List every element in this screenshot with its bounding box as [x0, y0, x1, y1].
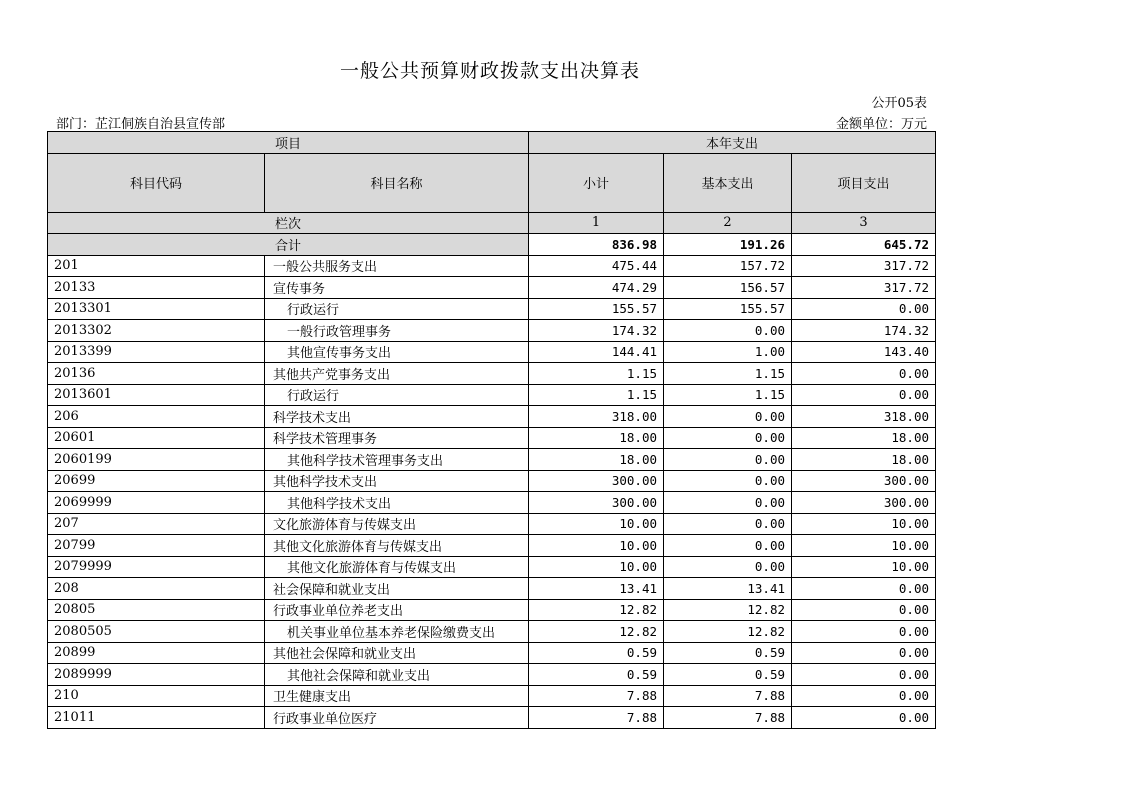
row-basic: 12.82	[664, 621, 792, 643]
row-project: 317.72	[792, 255, 936, 277]
row-subtotal: 18.00	[529, 449, 664, 471]
row-basic: 156.57	[664, 277, 792, 299]
row-project: 10.00	[792, 535, 936, 557]
column-index-1: 1	[529, 212, 664, 234]
header-row-1	[48, 132, 936, 154]
row-project: 143.40	[792, 341, 936, 363]
column-index-3: 3	[792, 212, 936, 234]
header-row-2	[48, 153, 936, 212]
row-name: 其他科学技术支出	[265, 470, 529, 492]
row-project: 18.00	[792, 449, 936, 471]
row-code: 20136	[48, 363, 265, 385]
header-code: 科目代码	[48, 153, 265, 212]
row-code: 2013301	[48, 298, 265, 320]
row-subtotal: 10.00	[529, 556, 664, 578]
row-code: 20699	[48, 470, 265, 492]
row-subtotal: 18.00	[529, 427, 664, 449]
row-name: 行政事业单位养老支出	[265, 599, 529, 621]
row-project: 0.00	[792, 642, 936, 664]
table-row	[48, 384, 936, 406]
row-basic: 12.82	[664, 599, 792, 621]
row-project: 10.00	[792, 513, 936, 535]
row-subtotal: 12.82	[529, 599, 664, 621]
table-row	[48, 277, 936, 299]
row-name: 一般公共服务支出	[265, 255, 529, 277]
row-subtotal: 0.59	[529, 642, 664, 664]
row-name: 其他文化旅游体育与传媒支出	[265, 556, 529, 578]
row-subtotal: 13.41	[529, 578, 664, 600]
row-subtotal: 474.29	[529, 277, 664, 299]
row-basic: 7.88	[664, 707, 792, 729]
row-code: 20805	[48, 599, 265, 621]
table-row	[48, 599, 936, 621]
row-code: 2080505	[48, 621, 265, 643]
table-row	[48, 298, 936, 320]
row-project: 0.00	[792, 363, 936, 385]
header-current-year: 本年支出	[529, 132, 936, 154]
row-project: 18.00	[792, 427, 936, 449]
row-basic: 0.59	[664, 642, 792, 664]
row-basic: 1.15	[664, 384, 792, 406]
row-subtotal: 7.88	[529, 707, 664, 729]
row-project: 317.72	[792, 277, 936, 299]
column-index-2: 2	[664, 212, 792, 234]
table-row	[48, 320, 936, 342]
column-index-row	[48, 212, 936, 234]
row-basic: 0.00	[664, 470, 792, 492]
table-row	[48, 449, 936, 471]
row-project: 300.00	[792, 492, 936, 514]
row-name: 社会保障和就业支出	[265, 578, 529, 600]
row-subtotal: 318.00	[529, 406, 664, 428]
row-subtotal: 144.41	[529, 341, 664, 363]
department-label: 部门：芷江侗族自治县宣传部	[56, 117, 226, 132]
expenditure-table	[47, 131, 936, 729]
row-code: 2013399	[48, 341, 265, 363]
header-basic: 基本支出	[664, 153, 792, 212]
row-basic: 0.00	[664, 513, 792, 535]
row-basic: 0.59	[664, 664, 792, 686]
table-row	[48, 685, 936, 707]
row-basic: 0.00	[664, 449, 792, 471]
row-project: 300.00	[792, 470, 936, 492]
row-basic: 7.88	[664, 685, 792, 707]
row-name: 宣传事务	[265, 277, 529, 299]
row-name: 卫生健康支出	[265, 685, 529, 707]
row-subtotal: 12.82	[529, 621, 664, 643]
table-row	[48, 427, 936, 449]
row-code: 20601	[48, 427, 265, 449]
row-basic: 13.41	[664, 578, 792, 600]
total-basic: 191.26	[664, 234, 792, 256]
row-code: 210	[48, 685, 265, 707]
row-basic: 0.00	[664, 492, 792, 514]
table-row	[48, 642, 936, 664]
row-basic: 155.57	[664, 298, 792, 320]
table-row	[48, 621, 936, 643]
total-project: 645.72	[792, 234, 936, 256]
row-code: 207	[48, 513, 265, 535]
row-name: 其他文化旅游体育与传媒支出	[265, 535, 529, 557]
header-project: 项目	[48, 132, 529, 154]
total-row	[48, 234, 936, 256]
row-subtotal: 174.32	[529, 320, 664, 342]
row-basic: 157.72	[664, 255, 792, 277]
row-name: 机关事业单位基本养老保险缴费支出	[265, 621, 529, 643]
row-code: 2060199	[48, 449, 265, 471]
total-label: 合计	[48, 234, 529, 256]
row-project: 0.00	[792, 599, 936, 621]
row-subtotal: 300.00	[529, 470, 664, 492]
row-code: 20799	[48, 535, 265, 557]
row-project: 174.32	[792, 320, 936, 342]
table-row	[48, 556, 936, 578]
row-subtotal: 0.59	[529, 664, 664, 686]
table-row	[48, 341, 936, 363]
row-name: 科学技术支出	[265, 406, 529, 428]
row-basic: 1.15	[664, 363, 792, 385]
header-subtotal: 小计	[529, 153, 664, 212]
row-project: 318.00	[792, 406, 936, 428]
row-code: 2069999	[48, 492, 265, 514]
row-subtotal: 1.15	[529, 384, 664, 406]
row-name: 其他科学技术管理事务支出	[265, 449, 529, 471]
row-name: 其他宣传事务支出	[265, 341, 529, 363]
row-name: 行政事业单位医疗	[265, 707, 529, 729]
row-name: 其他共产党事务支出	[265, 363, 529, 385]
row-project: 0.00	[792, 685, 936, 707]
column-index-label: 栏次	[48, 212, 529, 234]
table-row	[48, 255, 936, 277]
row-basic: 0.00	[664, 556, 792, 578]
table-row	[48, 664, 936, 686]
row-name: 其他社会保障和就业支出	[265, 664, 529, 686]
row-name: 行政运行	[265, 384, 529, 406]
row-code: 20899	[48, 642, 265, 664]
table-row	[48, 535, 936, 557]
table-row	[48, 406, 936, 428]
row-code: 206	[48, 406, 265, 428]
row-project: 0.00	[792, 384, 936, 406]
row-subtotal: 475.44	[529, 255, 664, 277]
page-title: 一般公共预算财政拨款支出决算表	[339, 60, 640, 82]
row-subtotal: 1.15	[529, 363, 664, 385]
row-basic: 0.00	[664, 406, 792, 428]
row-subtotal: 300.00	[529, 492, 664, 514]
row-name: 行政运行	[265, 298, 529, 320]
row-code: 2013601	[48, 384, 265, 406]
row-code: 2079999	[48, 556, 265, 578]
row-code: 20133	[48, 277, 265, 299]
row-name: 其他科学技术支出	[265, 492, 529, 514]
row-code: 21011	[48, 707, 265, 729]
row-code: 2089999	[48, 664, 265, 686]
row-subtotal: 10.00	[529, 535, 664, 557]
row-basic: 0.00	[664, 320, 792, 342]
row-project: 0.00	[792, 664, 936, 686]
header-project-exp: 项目支出	[792, 153, 936, 212]
row-basic: 0.00	[664, 427, 792, 449]
row-project: 10.00	[792, 556, 936, 578]
row-name: 其他社会保障和就业支出	[265, 642, 529, 664]
amount-unit-label: 金额单位：万元	[835, 117, 927, 132]
row-code: 208	[48, 578, 265, 600]
table-row	[48, 513, 936, 535]
table-row	[48, 707, 936, 729]
row-project: 0.00	[792, 621, 936, 643]
table-row	[48, 470, 936, 492]
row-code: 2013302	[48, 320, 265, 342]
total-subtotal: 836.98	[529, 234, 664, 256]
header-name: 科目名称	[265, 153, 529, 212]
row-project: 0.00	[792, 298, 936, 320]
row-basic: 1.00	[664, 341, 792, 363]
row-subtotal: 10.00	[529, 513, 664, 535]
row-subtotal: 7.88	[529, 685, 664, 707]
table-row	[48, 578, 936, 600]
row-name: 科学技术管理事务	[265, 427, 529, 449]
row-name: 文化旅游体育与传媒支出	[265, 513, 529, 535]
row-project: 0.00	[792, 578, 936, 600]
row-name: 一般行政管理事务	[265, 320, 529, 342]
row-code: 201	[48, 255, 265, 277]
row-basic: 0.00	[664, 535, 792, 557]
table-row	[48, 363, 936, 385]
row-project: 0.00	[792, 707, 936, 729]
form-number: 公开05表	[871, 96, 927, 111]
table-row	[48, 492, 936, 514]
row-subtotal: 155.57	[529, 298, 664, 320]
